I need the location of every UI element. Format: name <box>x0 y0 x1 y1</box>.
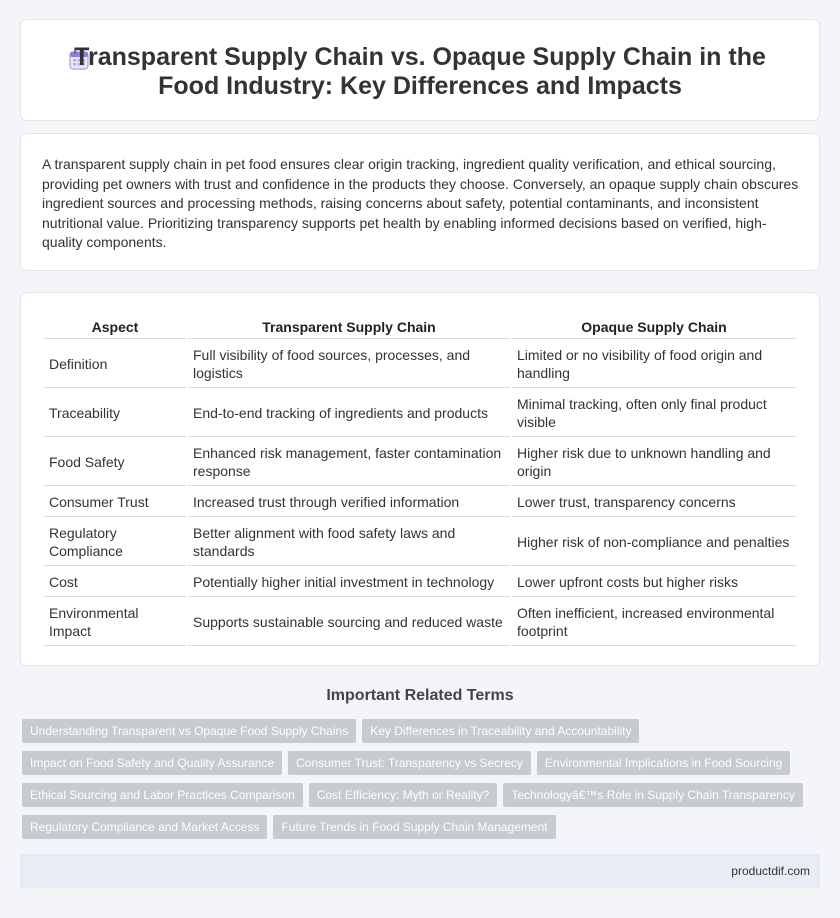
transparent-cell: Better alignment with food safety laws and standards <box>188 519 510 566</box>
opaque-cell: Higher risk of non-compliance and penalties <box>512 519 796 566</box>
related-term-tag[interactable]: Technologyâ€™s Role in Supply Chain Transparency <box>503 783 803 807</box>
related-term-tag[interactable]: Cost Efficiency: Myth or Reality? <box>309 783 498 807</box>
related-term-tag[interactable]: Key Differences in Traceability and Accountability <box>362 719 639 743</box>
related-term-tag[interactable]: Future Trends in Food Supply Chain Management <box>273 815 555 839</box>
intro-paragraph: A transparent supply chain in pet food ensures clear origin tracking, ingredient quality verification, and ethical sourcing, providing pet owners with trust and confidence in the products they choose. Conversely, an opaque supply chain obscures ingredient sources and processing methods, raising concerns about safety, potential contaminants, and inconsistent nutritional value. Prioritizing transparency supports pet health by enabling informed decisions based on verified, high-quality components. <box>42 156 799 251</box>
transparent-cell: End-to-end tracking of ingredients and products <box>188 390 510 437</box>
page-title: Transparent Supply Chain vs. Opaque Supply Chain in the Food Industry: Key Differences and Impacts <box>74 43 766 100</box>
aspect-cell: Food Safety <box>44 439 186 486</box>
related-term-tag[interactable]: Impact on Food Safety and Quality Assurance <box>22 751 282 775</box>
aspect-cell: Consumer Trust <box>44 488 186 517</box>
table-row <box>44 390 796 437</box>
header-opaque: Opaque Supply Chain <box>512 317 796 339</box>
comparison-card <box>20 292 820 666</box>
opaque-cell: Lower upfront costs but higher risks <box>512 568 796 597</box>
related-terms-title: Important Related Terms <box>326 687 514 704</box>
opaque-cell: Lower trust, transparency concerns <box>512 488 796 517</box>
related-term-tag[interactable]: Environmental Implications in Food Sourcing <box>537 751 790 775</box>
transparent-cell: Potentially higher initial investment in technology <box>188 568 510 597</box>
aspect-cell: Definition <box>44 341 186 388</box>
aspect-cell: Regulatory Compliance <box>44 519 186 566</box>
header-card <box>20 19 820 121</box>
footer-site-link[interactable]: productdif.com <box>731 864 810 878</box>
opaque-cell: Limited or no visibility of food origin and handling <box>512 341 796 388</box>
transparent-cell: Supports sustainable sourcing and reduced waste <box>188 599 510 646</box>
table-header-row <box>44 317 796 339</box>
related-terms-list <box>22 719 812 847</box>
opaque-cell: Often inefficient, increased environmental footprint <box>512 599 796 646</box>
related-term-tag[interactable]: Ethical Sourcing and Labor Practices Comparison <box>22 783 303 807</box>
table-row <box>44 568 796 597</box>
table-row <box>44 439 796 486</box>
related-term-tag[interactable]: Regulatory Compliance and Market Access <box>22 815 267 839</box>
header-transparent: Transparent Supply Chain <box>188 317 510 339</box>
aspect-cell: Cost <box>44 568 186 597</box>
footer <box>20 854 820 888</box>
table-row <box>44 488 796 517</box>
transparent-cell: Full visibility of food sources, processes, and logistics <box>188 341 510 388</box>
related-term-tag[interactable]: Understanding Transparent vs Opaque Food Supply Chains <box>22 719 356 743</box>
opaque-cell: Higher risk due to unknown handling and origin <box>512 439 796 486</box>
table-row <box>44 341 796 388</box>
aspect-cell: Traceability <box>44 390 186 437</box>
transparent-cell: Enhanced risk management, faster contamination response <box>188 439 510 486</box>
intro-card <box>20 133 820 271</box>
opaque-cell: Minimal tracking, often only final product visible <box>512 390 796 437</box>
comparison-table <box>42 315 798 648</box>
aspect-cell: Environmental Impact <box>44 599 186 646</box>
table-row <box>44 519 796 566</box>
transparent-cell: Increased trust through verified information <box>188 488 510 517</box>
table-row <box>44 599 796 646</box>
related-term-tag[interactable]: Consumer Trust: Transparency vs Secrecy <box>288 751 531 775</box>
header-aspect: Aspect <box>44 317 186 339</box>
